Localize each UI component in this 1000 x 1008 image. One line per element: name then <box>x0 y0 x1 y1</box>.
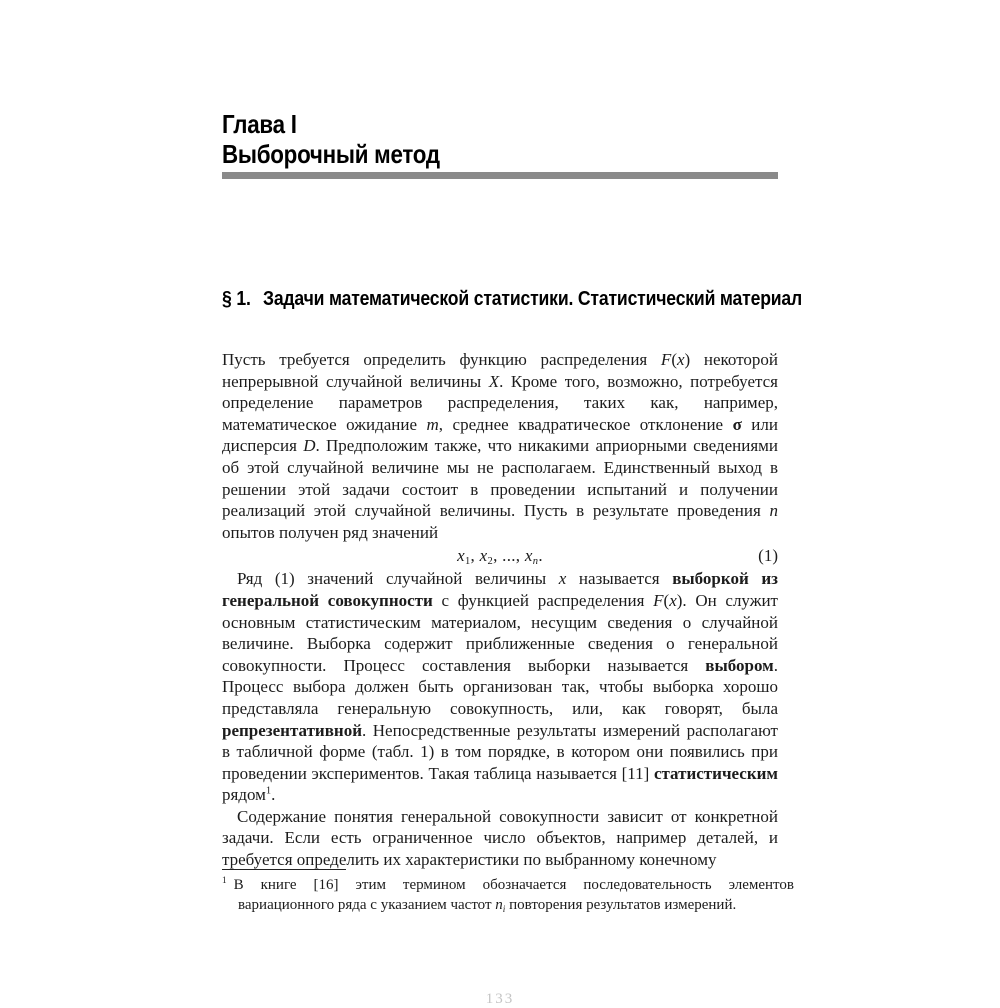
chapter-rule <box>222 172 778 179</box>
chapter-title: Выборочный метод <box>222 139 440 169</box>
paragraph-2: Ряд (1) значений случайной величины x называется выборкой из генеральной совокупности с функцией распределения F(x). Он служит основным статистическим материалом, несущим сведения о случайной величине. Выборка содержит приближенные сведения о генеральной совокупности. Процесс составления выборки называется выбором. Процесс выбора должен быть организован так, чтобы выборка хорошо представляла генеральную совокупность, или, как говорят, была репрезентативной. Непосредственные результаты измерений располагают в табличной форме (табл. 1) в том порядке, в котором они появились при проведении экспериментов. Такая таблица называется [11] статистическим рядом$^1$. <box>222 569 778 805</box>
body-text <box>222 349 778 871</box>
equation-number: (1) <box>758 546 778 566</box>
footnote: $^1$ В книге [16] этим термином обозначается последовательность элементов вариационного ряда с указанием частот $n_i$ повторения результатов измерений. <box>222 876 794 915</box>
formula-sample-series: $x_1$, $x_2$, ..., $x_n$. <box>457 546 543 568</box>
section-title: Задачи математической статистики. Статистический материал <box>262 288 803 310</box>
footnote-separator <box>222 869 346 870</box>
section-heading <box>222 287 838 311</box>
page-number: 133 <box>485 991 515 1007</box>
formula-row <box>222 543 778 568</box>
chapter-heading <box>222 109 807 169</box>
section-number: § 1. <box>222 288 251 310</box>
paragraph-3: Содержание понятия генеральной совокупности зависит от конкретной задачи. Если есть ограниченное число объектов, например деталей, и требуется определить их характеристики по выбранному конечному <box>222 806 778 870</box>
paragraph-1: Пусть требуется определить функцию распределения F(x) некоторой непрерывной случайной величины X. Кроме того, возможно, потребуется определение параметров распределения, таких как, например, математическое ожидание m, среднее квадратическое отклонение σ или дисперсия D. Предположим также, что никакими априорными сведениями об этой случайной величине мы не располагаем. Единственный выход в решении этой задачи состоит в проведении испытаний и получении реализаций этой случайной величины. Пусть в результате проведения n опытов получен ряд значений <box>222 350 778 542</box>
chapter-number: Глава I <box>222 109 297 139</box>
